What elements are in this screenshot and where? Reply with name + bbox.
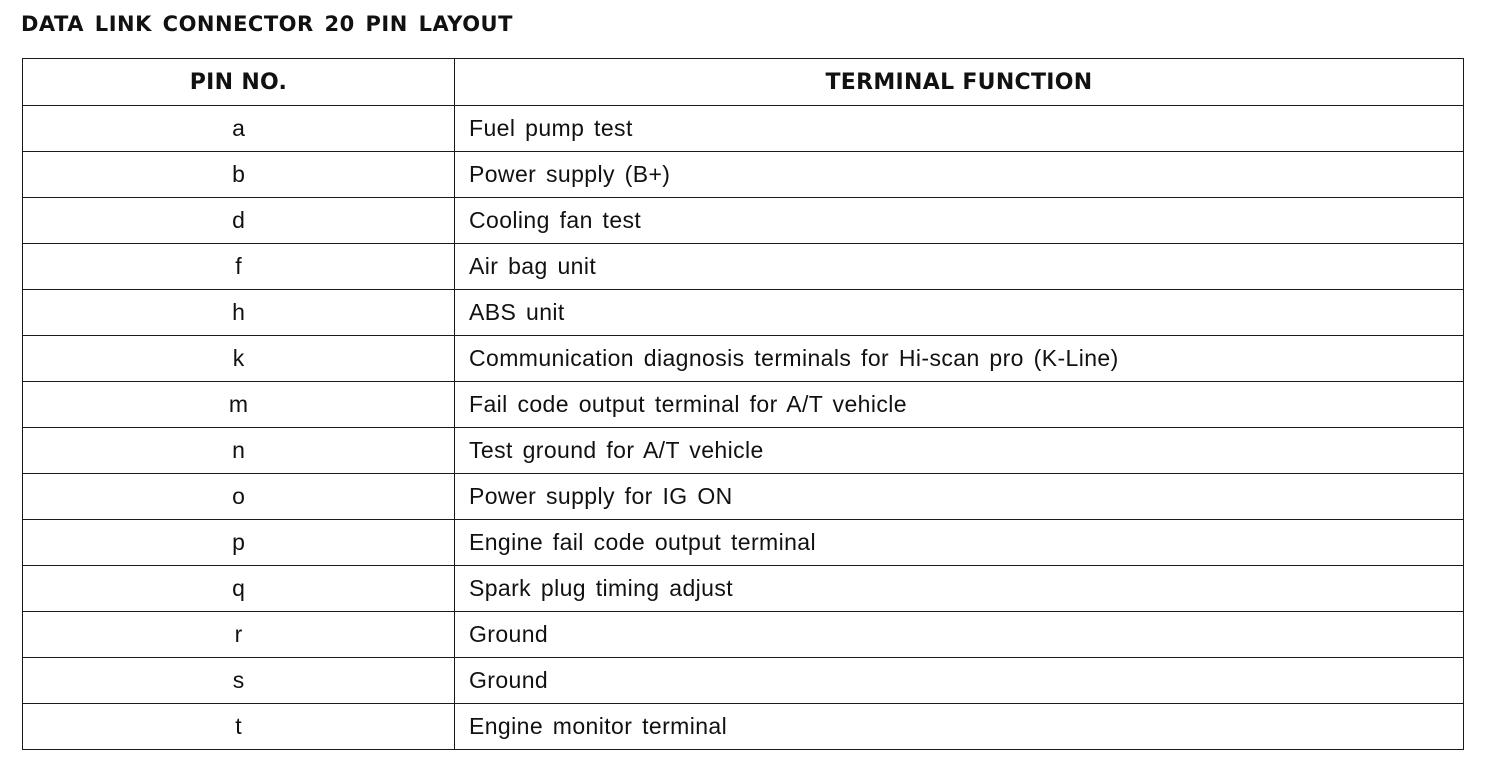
function-cell: Fuel pump test [455, 106, 1464, 152]
table-body [23, 106, 1464, 750]
function-cell: Spark plug timing adjust [455, 566, 1464, 612]
pin-cell: m [23, 382, 455, 428]
function-cell: Ground [455, 612, 1464, 658]
pin-cell: f [23, 244, 455, 290]
pin-cell: n [23, 428, 455, 474]
table-row [23, 382, 1464, 428]
pin-cell: t [23, 704, 455, 750]
pin-no-header: PIN NO. [23, 59, 455, 106]
function-cell: Fail code output terminal for A/T vehicle [455, 382, 1464, 428]
function-cell: Engine fail code output terminal [455, 520, 1464, 566]
table-row [23, 704, 1464, 750]
function-cell: Power supply for IG ON [455, 474, 1464, 520]
pin-cell: p [23, 520, 455, 566]
header-row [23, 59, 1464, 106]
pin-cell: b [23, 152, 455, 198]
pin-cell: a [23, 106, 455, 152]
function-cell: Air bag unit [455, 244, 1464, 290]
table-row [23, 290, 1464, 336]
pin-cell: q [23, 566, 455, 612]
pin-cell: r [23, 612, 455, 658]
function-cell: Power supply (B+) [455, 152, 1464, 198]
function-cell: Test ground for A/T vehicle [455, 428, 1464, 474]
pin-cell: o [23, 474, 455, 520]
table-row [23, 428, 1464, 474]
document-title: DATA LINK CONNECTOR 20 PIN LAYOUT [21, 12, 513, 36]
function-cell: Communication diagnosis terminals for Hi-scan pro (K-Line) [455, 336, 1464, 382]
function-cell: Ground [455, 658, 1464, 704]
table-row [23, 474, 1464, 520]
table-row [23, 106, 1464, 152]
table-header [23, 59, 1464, 106]
function-cell: ABS unit [455, 290, 1464, 336]
function-cell: Cooling fan test [455, 198, 1464, 244]
table-row [23, 244, 1464, 290]
table-row [23, 336, 1464, 382]
table-row [23, 520, 1464, 566]
pin-layout-table [22, 58, 1464, 750]
table-row [23, 152, 1464, 198]
table-row [23, 658, 1464, 704]
terminal-function-header: TERMINAL FUNCTION [455, 59, 1464, 106]
table-row [23, 198, 1464, 244]
function-cell: Engine monitor terminal [455, 704, 1464, 750]
pin-cell: d [23, 198, 455, 244]
pin-cell: k [23, 336, 455, 382]
table-row [23, 566, 1464, 612]
pin-cell: h [23, 290, 455, 336]
pin-cell: s [23, 658, 455, 704]
table-row [23, 612, 1464, 658]
